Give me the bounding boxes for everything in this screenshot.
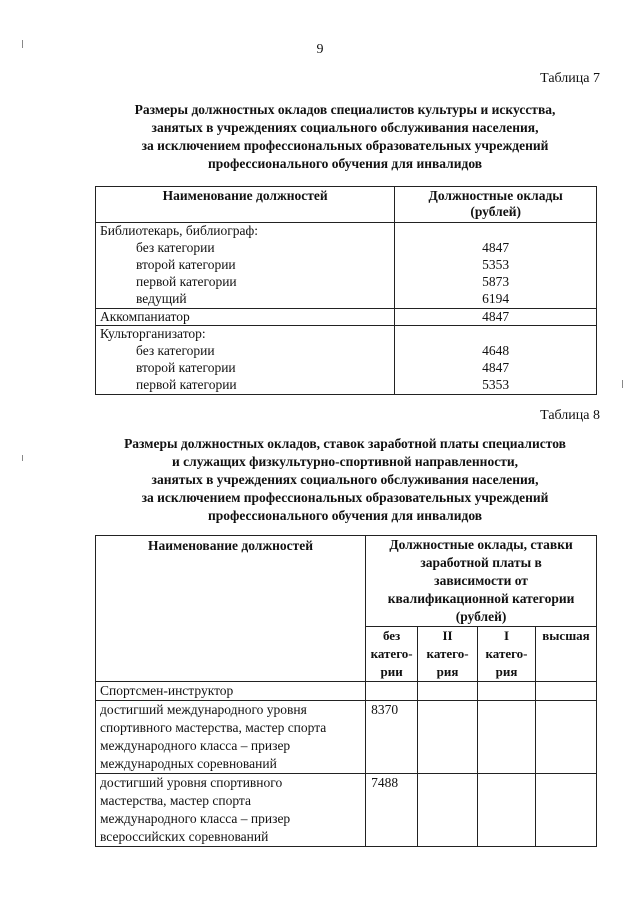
table7: [95, 186, 597, 395]
row-name: без категории: [96, 240, 395, 257]
header-salary-line: заработной платы в: [420, 555, 542, 570]
table7-label: Таблица 7: [540, 71, 600, 86]
title-line: за исключением профессиональных образовательных учреждений: [141, 490, 549, 505]
row-value: 4648: [395, 343, 597, 360]
row-name: первой категории: [96, 377, 395, 394]
title-line: занятых в учреждениях социального обслуживания населения,: [151, 472, 539, 487]
title-line: и служащих физкультурно-спортивной направленности,: [172, 454, 518, 469]
row-value: 6194: [395, 291, 597, 308]
title-line: профессионального обучения для инвалидов: [207, 508, 483, 523]
row-value: 5353: [395, 377, 597, 394]
category-line: рии: [380, 664, 403, 679]
category-line: рия: [495, 664, 518, 679]
row-value: 8370: [366, 701, 418, 774]
row-name: второй категории: [96, 360, 395, 377]
category-line: высшая: [542, 628, 590, 643]
row-name: [96, 701, 366, 774]
header-salary-line: квалификационной категории: [387, 591, 575, 606]
scan-mark: [22, 455, 23, 461]
row-name: первой категории: [96, 274, 395, 291]
page-number: 9: [316, 42, 324, 57]
header-salary-line: Должностные оклады: [428, 188, 563, 203]
title-line: за исключением профессиональных образовательных учреждений: [141, 138, 549, 153]
header-salary-line: (рублей): [455, 609, 507, 624]
title-line: Размеры должностных окладов специалистов культуры и искусства,: [134, 102, 556, 117]
header-salary: [395, 187, 597, 223]
group-title: Библиотекарь, библиограф:: [96, 223, 395, 240]
title-line: профессионального обучения для инвалидов: [207, 156, 483, 171]
category-header: [535, 627, 596, 682]
category-header: [418, 627, 478, 682]
title-line: Размеры должностных окладов, ставок заработной платы специалистов: [124, 436, 566, 451]
row-name: второй категории: [96, 257, 395, 274]
row-name-line: международных соревнований: [100, 756, 277, 771]
row-name-line: международного класса – призер: [100, 811, 291, 826]
row-value: 4847: [395, 360, 597, 377]
table8-title: [95, 435, 595, 525]
header-salary-line: зависимости от: [434, 573, 528, 588]
category-line: рия: [436, 664, 459, 679]
row-name-line: всероссийских соревнований: [100, 829, 269, 844]
row-value: 7488: [366, 774, 418, 847]
scan-mark: [622, 380, 623, 388]
row-name-line: мастерства, мастер спорта: [100, 793, 251, 808]
category-header: [478, 627, 536, 682]
header-name: Наименование должностей: [96, 536, 366, 682]
header-salary: [366, 536, 597, 627]
table8-label: Таблица 8: [540, 408, 600, 423]
header-salary-unit: (рублей): [470, 204, 521, 219]
title-line: занятых в учреждениях социального обслуживания населения,: [151, 120, 539, 135]
row-value: 5873: [395, 274, 597, 291]
row-name-line: достигший уровня спортивного: [100, 775, 283, 790]
category-line: катего-: [370, 646, 413, 661]
group-title: Аккомпаниатор: [96, 308, 395, 326]
category-line: катего-: [426, 646, 469, 661]
row-name: ведущий: [96, 291, 395, 308]
row-value: 5353: [395, 257, 597, 274]
table8: [95, 535, 597, 847]
header-salary-line: Должностные оклады, ставки: [389, 537, 573, 552]
row-name-line: достигший международного уровня: [100, 702, 307, 717]
category-line: I: [503, 628, 510, 643]
section-title: Спортсмен-инструктор: [96, 682, 366, 701]
row-value: 4847: [395, 308, 597, 326]
row-name: [96, 774, 366, 847]
category-line: без: [382, 628, 401, 643]
row-name: без категории: [96, 343, 395, 360]
row-name-line: спортивного мастерства, мастер спорта: [100, 720, 327, 735]
row-name-line: международного класса – призер: [100, 738, 291, 753]
group-title: Культорганизатор:: [96, 326, 395, 343]
table7-title: [95, 101, 595, 173]
category-line: катего-: [485, 646, 528, 661]
row-value: 4847: [395, 240, 597, 257]
category-header: [366, 627, 418, 682]
header-name: Наименование должностей: [96, 187, 395, 223]
category-line: II: [442, 628, 453, 643]
